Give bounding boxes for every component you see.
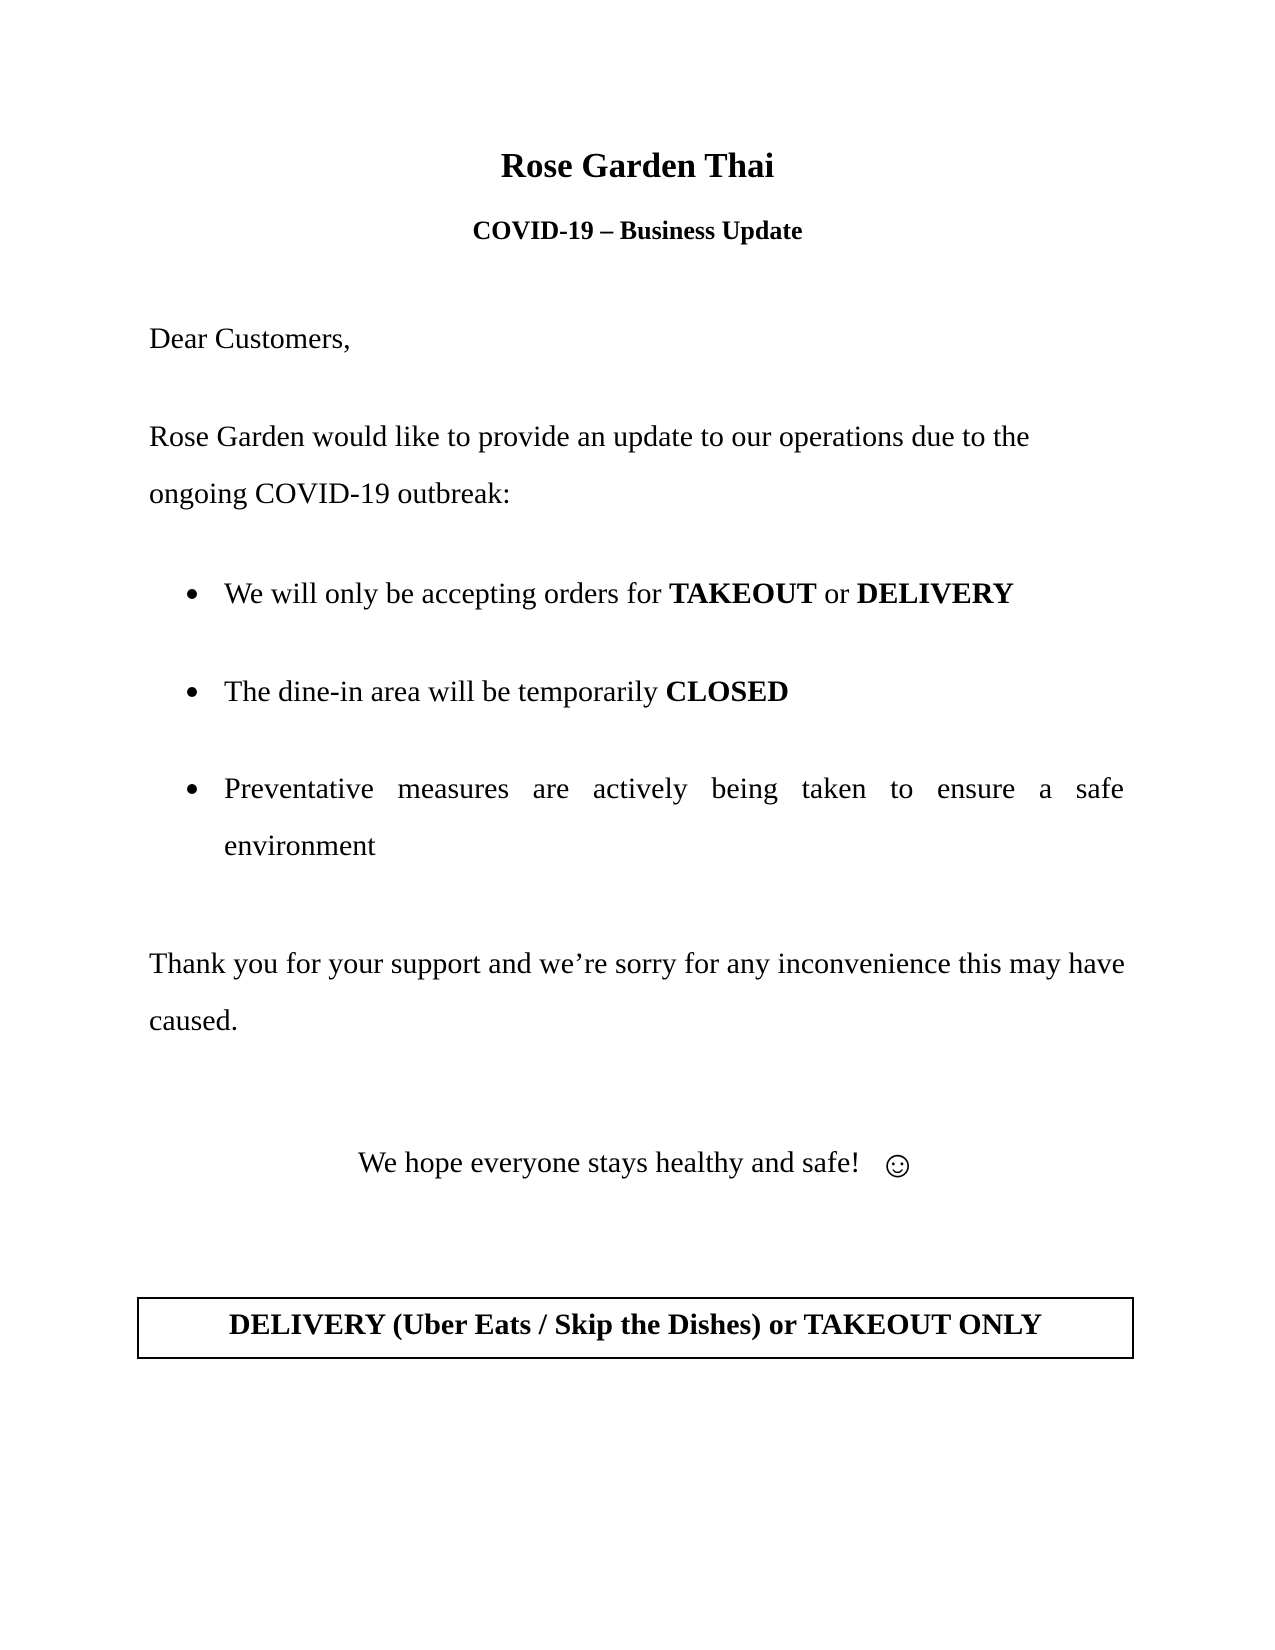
bullet-text-part: or [816,577,857,610]
bullet-emphasis: TAKEOUT [668,577,817,610]
greeting: Dear Customers, [149,322,351,355]
bullet-text-part: The dine-in area will be temporarily [224,675,666,708]
bullet-text [224,663,1124,720]
bullet-text: Preventative measures are actively being taken to ensure a safe environment [224,772,1124,862]
bullet-icon [187,687,197,697]
bullet-icon [187,784,197,794]
bullet-text [224,565,1124,622]
page-subtitle: COVID-19 – Business Update [472,216,803,245]
thanks-paragraph: Thank you for your support and we’re sorry for any inconvenience this may have caused. [149,947,1125,1037]
intro-paragraph: Rose Garden would like to provide an update to our operations due to the ongoing COVID-19 outbreak: [149,420,1030,510]
smiley-icon: ☺ [878,1144,918,1187]
bullet-emphasis: CLOSED [665,675,789,708]
service-banner: DELIVERY (Uber Eats / Skip the Dishes) or TAKEOUT ONLY [137,1297,1134,1359]
bullet-text-part: We will only be accepting orders for [224,577,669,610]
page-title: Rose Garden Thai [500,146,775,185]
bullet-emphasis: DELIVERY [856,577,1015,610]
closing-text: We hope everyone stays healthy and safe! [357,1146,861,1179]
closing-line [0,1143,1275,1185]
bullet-icon [187,589,197,599]
